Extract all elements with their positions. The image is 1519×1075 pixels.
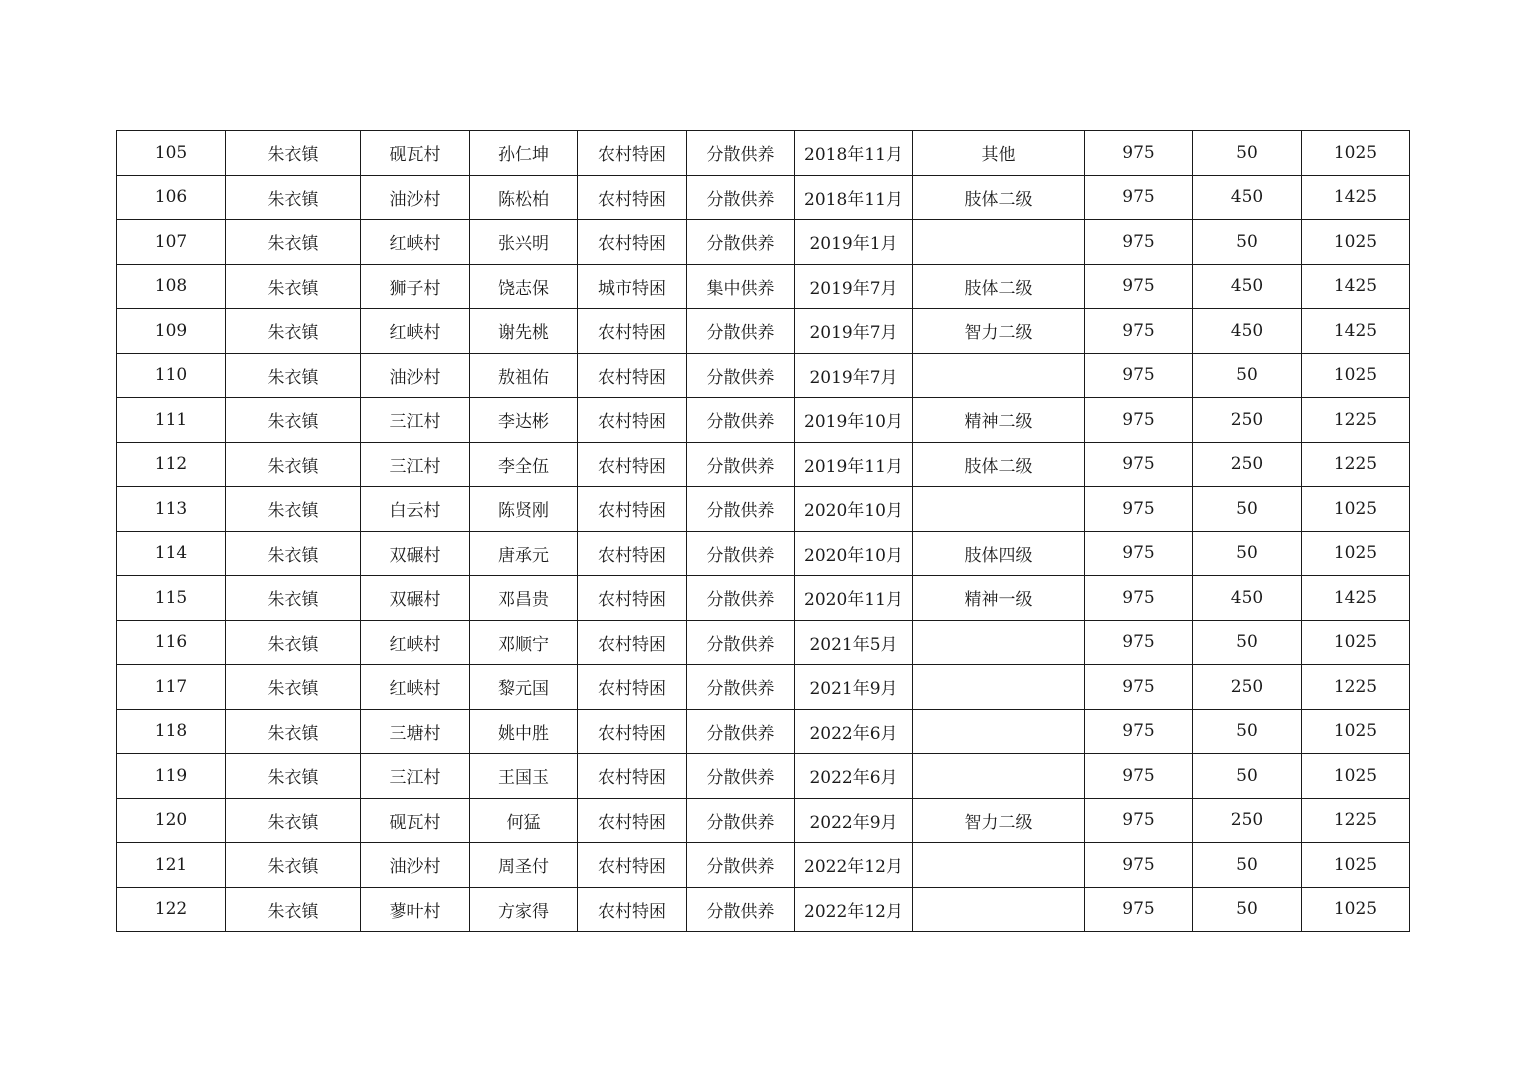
- base-amount-cell: 975: [1085, 887, 1193, 932]
- base-amount-cell: 975: [1085, 309, 1193, 354]
- allowance-amount-cell: 50: [1193, 353, 1302, 398]
- person-name-cell: 王国玉: [470, 754, 578, 799]
- village-cell: 白云村: [361, 487, 470, 532]
- table-row: [117, 531, 1410, 576]
- start-date-cell: 2018年11月: [795, 131, 913, 176]
- allowance-amount-cell: 450: [1193, 576, 1302, 621]
- town-cell: 朱衣镇: [226, 576, 361, 621]
- town-cell: 朱衣镇: [226, 620, 361, 665]
- category-cell: 农村特困: [578, 487, 687, 532]
- start-date-cell: 2020年10月: [795, 487, 913, 532]
- support-type-cell: 分散供养: [687, 309, 795, 354]
- allowance-amount-cell: 50: [1193, 220, 1302, 265]
- disability-level-cell: 肢体二级: [913, 442, 1085, 487]
- base-amount-cell: 975: [1085, 576, 1193, 621]
- table-row: [117, 665, 1410, 710]
- person-name-cell: 唐承元: [470, 531, 578, 576]
- serial-number-cell: 111: [117, 398, 226, 443]
- serial-number-cell: 120: [117, 798, 226, 843]
- total-amount-cell: 1025: [1302, 843, 1410, 888]
- allowance-amount-cell: 50: [1193, 531, 1302, 576]
- base-amount-cell: 975: [1085, 754, 1193, 799]
- person-name-cell: 邓昌贵: [470, 576, 578, 621]
- start-date-cell: 2022年6月: [795, 709, 913, 754]
- table-row: [117, 887, 1410, 932]
- town-cell: 朱衣镇: [226, 309, 361, 354]
- village-cell: 蓼叶村: [361, 887, 470, 932]
- town-cell: 朱衣镇: [226, 220, 361, 265]
- serial-number-cell: 121: [117, 843, 226, 888]
- person-name-cell: 李全伍: [470, 442, 578, 487]
- category-cell: 农村特困: [578, 709, 687, 754]
- village-cell: 砚瓦村: [361, 798, 470, 843]
- disability-level-cell: [913, 709, 1085, 754]
- serial-number-cell: 105: [117, 131, 226, 176]
- disability-level-cell: [913, 754, 1085, 799]
- category-cell: 农村特困: [578, 620, 687, 665]
- town-cell: 朱衣镇: [226, 442, 361, 487]
- category-cell: 农村特困: [578, 798, 687, 843]
- town-cell: 朱衣镇: [226, 487, 361, 532]
- person-name-cell: 周圣付: [470, 843, 578, 888]
- base-amount-cell: 975: [1085, 175, 1193, 220]
- village-cell: 双碾村: [361, 576, 470, 621]
- allowance-amount-cell: 450: [1193, 264, 1302, 309]
- town-cell: 朱衣镇: [226, 531, 361, 576]
- town-cell: 朱衣镇: [226, 798, 361, 843]
- person-name-cell: 谢先桃: [470, 309, 578, 354]
- support-type-cell: 分散供养: [687, 843, 795, 888]
- allowance-amount-cell: 50: [1193, 843, 1302, 888]
- start-date-cell: 2019年1月: [795, 220, 913, 265]
- start-date-cell: 2021年9月: [795, 665, 913, 710]
- roster-body: [117, 131, 1410, 932]
- village-cell: 三江村: [361, 442, 470, 487]
- town-cell: 朱衣镇: [226, 843, 361, 888]
- total-amount-cell: 1225: [1302, 442, 1410, 487]
- disability-level-cell: [913, 665, 1085, 710]
- support-type-cell: 分散供养: [687, 531, 795, 576]
- table-row: [117, 843, 1410, 888]
- allowance-amount-cell: 50: [1193, 709, 1302, 754]
- disability-level-cell: 肢体四级: [913, 531, 1085, 576]
- table-row: [117, 442, 1410, 487]
- base-amount-cell: 975: [1085, 220, 1193, 265]
- village-cell: 三江村: [361, 398, 470, 443]
- disability-level-cell: [913, 887, 1085, 932]
- base-amount-cell: 975: [1085, 709, 1193, 754]
- base-amount-cell: 975: [1085, 264, 1193, 309]
- category-cell: 农村特困: [578, 576, 687, 621]
- start-date-cell: 2021年5月: [795, 620, 913, 665]
- serial-number-cell: 109: [117, 309, 226, 354]
- person-name-cell: 孙仁坤: [470, 131, 578, 176]
- table-row: [117, 131, 1410, 176]
- person-name-cell: 张兴明: [470, 220, 578, 265]
- allowance-amount-cell: 250: [1193, 798, 1302, 843]
- person-name-cell: 陈贤刚: [470, 487, 578, 532]
- total-amount-cell: 1025: [1302, 353, 1410, 398]
- base-amount-cell: 975: [1085, 353, 1193, 398]
- base-amount-cell: 975: [1085, 487, 1193, 532]
- allowance-amount-cell: 250: [1193, 665, 1302, 710]
- person-name-cell: 方家得: [470, 887, 578, 932]
- total-amount-cell: 1025: [1302, 131, 1410, 176]
- village-cell: 油沙村: [361, 843, 470, 888]
- category-cell: 农村特困: [578, 843, 687, 888]
- town-cell: 朱衣镇: [226, 709, 361, 754]
- town-cell: 朱衣镇: [226, 887, 361, 932]
- town-cell: 朱衣镇: [226, 175, 361, 220]
- table-row: [117, 754, 1410, 799]
- table-row: [117, 398, 1410, 443]
- table-row: [117, 353, 1410, 398]
- allowance-amount-cell: 50: [1193, 887, 1302, 932]
- person-name-cell: 何猛: [470, 798, 578, 843]
- person-name-cell: 黎元国: [470, 665, 578, 710]
- serial-number-cell: 116: [117, 620, 226, 665]
- start-date-cell: 2018年11月: [795, 175, 913, 220]
- disability-level-cell: 精神二级: [913, 398, 1085, 443]
- category-cell: 农村特困: [578, 442, 687, 487]
- serial-number-cell: 117: [117, 665, 226, 710]
- support-type-cell: 集中供养: [687, 264, 795, 309]
- support-type-cell: 分散供养: [687, 576, 795, 621]
- village-cell: 砚瓦村: [361, 131, 470, 176]
- serial-number-cell: 122: [117, 887, 226, 932]
- start-date-cell: 2019年7月: [795, 309, 913, 354]
- table-row: [117, 620, 1410, 665]
- support-type-cell: 分散供养: [687, 620, 795, 665]
- serial-number-cell: 119: [117, 754, 226, 799]
- base-amount-cell: 975: [1085, 398, 1193, 443]
- table-row: [117, 798, 1410, 843]
- start-date-cell: 2019年11月: [795, 442, 913, 487]
- village-cell: 三塘村: [361, 709, 470, 754]
- total-amount-cell: 1225: [1302, 665, 1410, 710]
- town-cell: 朱衣镇: [226, 131, 361, 176]
- serial-number-cell: 114: [117, 531, 226, 576]
- total-amount-cell: 1425: [1302, 264, 1410, 309]
- category-cell: 农村特困: [578, 887, 687, 932]
- village-cell: 双碾村: [361, 531, 470, 576]
- category-cell: 农村特困: [578, 353, 687, 398]
- disability-level-cell: [913, 487, 1085, 532]
- total-amount-cell: 1025: [1302, 709, 1410, 754]
- allowance-amount-cell: 50: [1193, 487, 1302, 532]
- village-cell: 三江村: [361, 754, 470, 799]
- disability-level-cell: [913, 620, 1085, 665]
- support-type-cell: 分散供养: [687, 754, 795, 799]
- serial-number-cell: 118: [117, 709, 226, 754]
- town-cell: 朱衣镇: [226, 665, 361, 710]
- serial-number-cell: 113: [117, 487, 226, 532]
- allowance-amount-cell: 250: [1193, 442, 1302, 487]
- start-date-cell: 2019年7月: [795, 353, 913, 398]
- start-date-cell: 2019年10月: [795, 398, 913, 443]
- start-date-cell: 2020年10月: [795, 531, 913, 576]
- disability-level-cell: [913, 220, 1085, 265]
- serial-number-cell: 115: [117, 576, 226, 621]
- total-amount-cell: 1025: [1302, 754, 1410, 799]
- start-date-cell: 2022年9月: [795, 798, 913, 843]
- category-cell: 农村特困: [578, 131, 687, 176]
- start-date-cell: 2020年11月: [795, 576, 913, 621]
- start-date-cell: 2022年12月: [795, 887, 913, 932]
- allowance-amount-cell: 50: [1193, 620, 1302, 665]
- town-cell: 朱衣镇: [226, 398, 361, 443]
- allowance-amount-cell: 450: [1193, 309, 1302, 354]
- category-cell: 城市特困: [578, 264, 687, 309]
- category-cell: 农村特困: [578, 531, 687, 576]
- support-type-cell: 分散供养: [687, 131, 795, 176]
- serial-number-cell: 107: [117, 220, 226, 265]
- disability-level-cell: 其他: [913, 131, 1085, 176]
- total-amount-cell: 1425: [1302, 309, 1410, 354]
- roster-table: [116, 130, 1410, 932]
- base-amount-cell: 975: [1085, 665, 1193, 710]
- support-type-cell: 分散供养: [687, 798, 795, 843]
- disability-level-cell: 精神一级: [913, 576, 1085, 621]
- category-cell: 农村特困: [578, 665, 687, 710]
- person-name-cell: 敖祖佑: [470, 353, 578, 398]
- total-amount-cell: 1025: [1302, 620, 1410, 665]
- total-amount-cell: 1025: [1302, 531, 1410, 576]
- base-amount-cell: 975: [1085, 442, 1193, 487]
- disability-level-cell: 肢体二级: [913, 175, 1085, 220]
- base-amount-cell: 975: [1085, 531, 1193, 576]
- disability-level-cell: 智力二级: [913, 309, 1085, 354]
- category-cell: 农村特困: [578, 754, 687, 799]
- person-name-cell: 邓顺宁: [470, 620, 578, 665]
- serial-number-cell: 106: [117, 175, 226, 220]
- disability-level-cell: [913, 843, 1085, 888]
- person-name-cell: 饶志保: [470, 264, 578, 309]
- village-cell: 红峡村: [361, 220, 470, 265]
- village-cell: 油沙村: [361, 175, 470, 220]
- support-type-cell: 分散供养: [687, 442, 795, 487]
- table-row: [117, 220, 1410, 265]
- village-cell: 狮子村: [361, 264, 470, 309]
- table-row: [117, 264, 1410, 309]
- village-cell: 红峡村: [361, 620, 470, 665]
- person-name-cell: 李达彬: [470, 398, 578, 443]
- table-row: [117, 175, 1410, 220]
- allowance-amount-cell: 450: [1193, 175, 1302, 220]
- village-cell: 红峡村: [361, 665, 470, 710]
- town-cell: 朱衣镇: [226, 754, 361, 799]
- disability-level-cell: [913, 353, 1085, 398]
- base-amount-cell: 975: [1085, 620, 1193, 665]
- total-amount-cell: 1425: [1302, 576, 1410, 621]
- table-row: [117, 709, 1410, 754]
- support-type-cell: 分散供养: [687, 175, 795, 220]
- support-type-cell: 分散供养: [687, 709, 795, 754]
- village-cell: 红峡村: [361, 309, 470, 354]
- town-cell: 朱衣镇: [226, 353, 361, 398]
- person-name-cell: 姚中胜: [470, 709, 578, 754]
- base-amount-cell: 975: [1085, 798, 1193, 843]
- serial-number-cell: 112: [117, 442, 226, 487]
- category-cell: 农村特困: [578, 220, 687, 265]
- start-date-cell: 2019年7月: [795, 264, 913, 309]
- support-type-cell: 分散供养: [687, 220, 795, 265]
- support-type-cell: 分散供养: [687, 353, 795, 398]
- category-cell: 农村特困: [578, 175, 687, 220]
- disability-level-cell: 肢体二级: [913, 264, 1085, 309]
- town-cell: 朱衣镇: [226, 264, 361, 309]
- category-cell: 农村特困: [578, 309, 687, 354]
- table-row: [117, 487, 1410, 532]
- start-date-cell: 2022年12月: [795, 843, 913, 888]
- total-amount-cell: 1025: [1302, 220, 1410, 265]
- disability-level-cell: 智力二级: [913, 798, 1085, 843]
- total-amount-cell: 1225: [1302, 398, 1410, 443]
- allowance-amount-cell: 50: [1193, 754, 1302, 799]
- support-type-cell: 分散供养: [687, 398, 795, 443]
- start-date-cell: 2022年6月: [795, 754, 913, 799]
- total-amount-cell: 1425: [1302, 175, 1410, 220]
- village-cell: 油沙村: [361, 353, 470, 398]
- support-type-cell: 分散供养: [687, 887, 795, 932]
- allowance-amount-cell: 250: [1193, 398, 1302, 443]
- support-type-cell: 分散供养: [687, 487, 795, 532]
- support-type-cell: 分散供养: [687, 665, 795, 710]
- base-amount-cell: 975: [1085, 131, 1193, 176]
- total-amount-cell: 1025: [1302, 487, 1410, 532]
- table-row: [117, 576, 1410, 621]
- base-amount-cell: 975: [1085, 843, 1193, 888]
- category-cell: 农村特困: [578, 398, 687, 443]
- person-name-cell: 陈松柏: [470, 175, 578, 220]
- total-amount-cell: 1025: [1302, 887, 1410, 932]
- allowance-amount-cell: 50: [1193, 131, 1302, 176]
- serial-number-cell: 110: [117, 353, 226, 398]
- serial-number-cell: 108: [117, 264, 226, 309]
- total-amount-cell: 1225: [1302, 798, 1410, 843]
- table-row: [117, 309, 1410, 354]
